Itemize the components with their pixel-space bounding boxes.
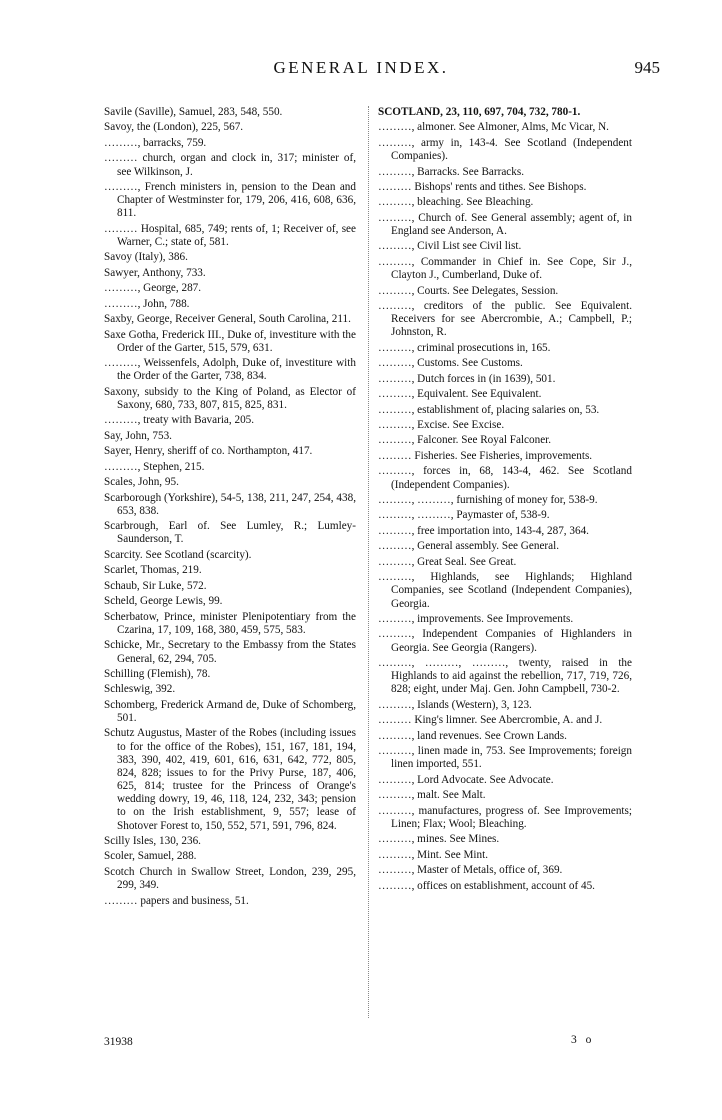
index-entry: ………, offices on establishment, account of 45. bbox=[378, 879, 595, 892]
index-entry: Saxe Gotha, Frederick III., Duke of, investiture with the Order of the Garter, 515, 579, 631. bbox=[104, 328, 356, 354]
index-entry: ………, George, 287. bbox=[104, 282, 202, 295]
index-entry: Scherbatow, Prince, minister Plenipotentiary from the Czarina, 17, 109, 168, 380, 459, 575, 583. bbox=[104, 610, 356, 636]
index-entry: Savoy, the (London), 225, 567. bbox=[104, 121, 244, 134]
index-entry: ………, Great Seal. See Great. bbox=[378, 555, 517, 568]
left-index-column bbox=[104, 106, 356, 910]
index-entry: ………, improvements. See Improvements. bbox=[378, 613, 574, 626]
index-entry: ………, malt. See Malt. bbox=[378, 789, 486, 802]
index-entry: Scarbrough, Earl of. See Lumley, R.; Lumley-Saunderson, T. bbox=[104, 520, 356, 546]
footer-print-code: 31938 bbox=[104, 1036, 133, 1048]
page-number: 945 bbox=[634, 58, 660, 77]
index-entry: Scotch Church in Swallow Street, London, 239, 295, 299, 349. bbox=[104, 865, 356, 892]
index-entry: ………, Master of Metals, office of, 369. bbox=[378, 864, 563, 877]
index-entry: ………, free importation into, 143-4, 287, 364. bbox=[378, 524, 589, 537]
index-entry: Savoy (Italy), 386. bbox=[104, 251, 188, 264]
index-entry: Saxby, George, Receiver General, South Carolina, 211. bbox=[104, 313, 351, 326]
index-entry: ………, linen made in, 753. See Improvements; foreign linen imported, 551. bbox=[378, 745, 632, 771]
index-entry: ………, treaty with Bavaria, 205. bbox=[104, 414, 255, 427]
index-entry: ………, Independent Companies of Highlanders in Georgia. See Georgia (Rangers). bbox=[378, 628, 632, 654]
index-entry: Say, John, 753. bbox=[104, 429, 172, 442]
index-heading-scotland: SCOTLAND, 23, 110, 697, 704, 732, 780-1. bbox=[378, 106, 581, 118]
running-header-title: GENERAL INDEX. bbox=[273, 58, 449, 77]
index-entry: ………, Equivalent. See Equivalent. bbox=[378, 388, 542, 401]
index-entry: ………, ………, furnishing of money for, 538-9. bbox=[378, 494, 598, 506]
index-entry: ………, Weissenfels, Adolph, Duke of, investiture with the Order of the Garter, 738, 834. bbox=[104, 357, 356, 383]
index-entry: ………, Customs. See Customs. bbox=[378, 357, 523, 370]
index-entry: Saxony, subsidy to the King of Poland, as Elector of Saxony, 680, 733, 807, 815, 825, 831. bbox=[104, 385, 356, 411]
index-entry: ………, bleaching. See Bleaching. bbox=[378, 196, 534, 209]
index-entry: Schomberg, Frederick Armand de, Duke of Schomberg, 501. bbox=[104, 698, 356, 725]
index-entry: Schilling (Flemish), 78. bbox=[104, 667, 211, 680]
column-divider bbox=[368, 106, 369, 1018]
index-entry: ……… papers and business, 51. bbox=[104, 894, 249, 907]
index-entry: ………, land revenues. See Crown Lands. bbox=[378, 729, 567, 742]
index-entry: ………, Church of. See General assembly; agent of, in England see Anderson, A. bbox=[378, 211, 632, 238]
index-entry: Savile (Saville), Samuel, 283, 548, 550. bbox=[104, 106, 283, 118]
index-entry: ………, Lord Advocate. See Advocate. bbox=[378, 773, 554, 786]
index-entry: Schutz Augustus, Master of the Robes (including issues to for the office of the Robes), 151, 167, 181, 194, 383, 390, 402, 419, 601, 616, 631, 642, 772, 805, 824, 828; issues to for the Privy Purse, 187, 406, 625, 814; trustee for the Princess of Orange's wedding dowry, 19, 46, 118, 124, 232, 343; pension to on the Irish establishment, 9, 557; lease of Shotover Forest to, 150, 552, 571, 591, 796, 824. bbox=[104, 727, 356, 832]
index-entry: Sayer, Henry, sheriff of co. Northampton, 417. bbox=[104, 445, 313, 458]
index-entry: ………, almoner. See Almoner, Alms, Mc Vicar, N. bbox=[378, 121, 609, 134]
index-entry: ………, criminal prosecutions in, 165. bbox=[378, 341, 551, 354]
index-entry: ………, General assembly. See General. bbox=[378, 540, 560, 553]
index-entry: Scheld, George Lewis, 99. bbox=[104, 595, 223, 608]
index-entry: ……… church, organ and clock in, 317; minister of, see Wilkinson, J. bbox=[104, 152, 356, 178]
index-entry: ………, army in, 143-4. See Scotland (Independent Companies). bbox=[378, 136, 632, 163]
index-entry: ……… Hospital, 685, 749; rents of, 1; Receiver of, see Warner, C.; state of, 581. bbox=[104, 222, 356, 248]
index-entry: Scilly Isles, 130, 236. bbox=[104, 835, 201, 848]
index-entry: Schicke, Mr., Secretary to the Embassy from the States General, 62, 294, 705. bbox=[104, 639, 356, 665]
index-entry: ………, French ministers in, pension to the Dean and Chapter of Westminster for, 179, 206, 416, 608, 636, 811. bbox=[104, 180, 356, 220]
index-entry: ………, mines. See Mines. bbox=[378, 833, 500, 846]
index-entry: Scarborough (Yorkshire), 54-5, 138, 211, 247, 254, 438, 653, 838. bbox=[104, 491, 356, 517]
right-index-column bbox=[378, 106, 632, 895]
index-entry: ………, creditors of the public. See Equivalent. Receivers for see Abercrombie, A.; Campbell, P.; Johnston, R. bbox=[378, 300, 632, 339]
index-entry: ……… Fisheries. See Fisheries, improvements. bbox=[378, 449, 593, 462]
index-entry: ………, ………, ………, twenty, raised in the Highlands to aid against the rebellion, 717, 719, 726, 828; eight, under Maj. Gen. John Campbell, 730-2. bbox=[378, 657, 632, 696]
index-entry: ………, forces in, 68, 143-4, 462. See Scotland (Independent Companies). bbox=[378, 465, 632, 491]
index-entry: ………, Islands (Western), 3, 123. bbox=[378, 698, 532, 711]
index-entry: ………, barracks, 759. bbox=[104, 136, 207, 149]
index-entry: ………, establishment of, placing salaries on, 53. bbox=[378, 403, 600, 416]
index-entry: ………, manufactures, progress of. See Improvements; Linen; Flax; Wool; Bleaching. bbox=[378, 804, 632, 830]
index-entry: Sawyer, Anthony, 733. bbox=[104, 266, 206, 279]
index-entry: ………, Barracks. See Barracks. bbox=[378, 165, 525, 178]
index-entry: ………, Mint. See Mint. bbox=[378, 848, 489, 861]
index-entry: ………, Courts. See Delegates, Session. bbox=[378, 284, 559, 297]
index-entry: Scarcity. See Scotland (scarcity). bbox=[104, 548, 252, 561]
index-entry: Scarlet, Thomas, 219. bbox=[104, 564, 202, 577]
index-entry: ………, John, 788. bbox=[104, 297, 190, 310]
index-entry: ………, Dutch forces in (in 1639), 501. bbox=[378, 372, 556, 385]
index-entry: Scoler, Samuel, 288. bbox=[104, 850, 197, 863]
index-entry: ………, Commander in Chief in. See Cope, Sir J., Clayton J., Cumberland, Duke of. bbox=[378, 255, 632, 282]
index-entry: ………, Highlands, see Highlands; Highland Companies, see Scotland (Independent Companies), Georgia. bbox=[378, 571, 632, 610]
index-entry: ……… King's limner. See Abercrombie, A. and J. bbox=[378, 714, 603, 727]
footer-signature-mark: 3 o bbox=[571, 1034, 595, 1046]
index-entry: ………, ………, Paymaster of, 538-9. bbox=[378, 509, 550, 522]
index-entry: ………, Falconer. See Royal Falconer. bbox=[378, 434, 552, 447]
index-entry: Schaub, Sir Luke, 572. bbox=[104, 579, 207, 592]
index-entry: ………, Civil List see Civil list. bbox=[378, 240, 522, 253]
index-entry: ……… Bishops' rents and tithes. See Bishops. bbox=[378, 180, 587, 193]
index-entry: Schleswig, 392. bbox=[104, 683, 176, 696]
index-entry: ………, Stephen, 215. bbox=[104, 460, 205, 473]
index-entry: ………, Excise. See Excise. bbox=[378, 419, 505, 432]
index-entry: Scales, John, 95. bbox=[104, 476, 179, 489]
